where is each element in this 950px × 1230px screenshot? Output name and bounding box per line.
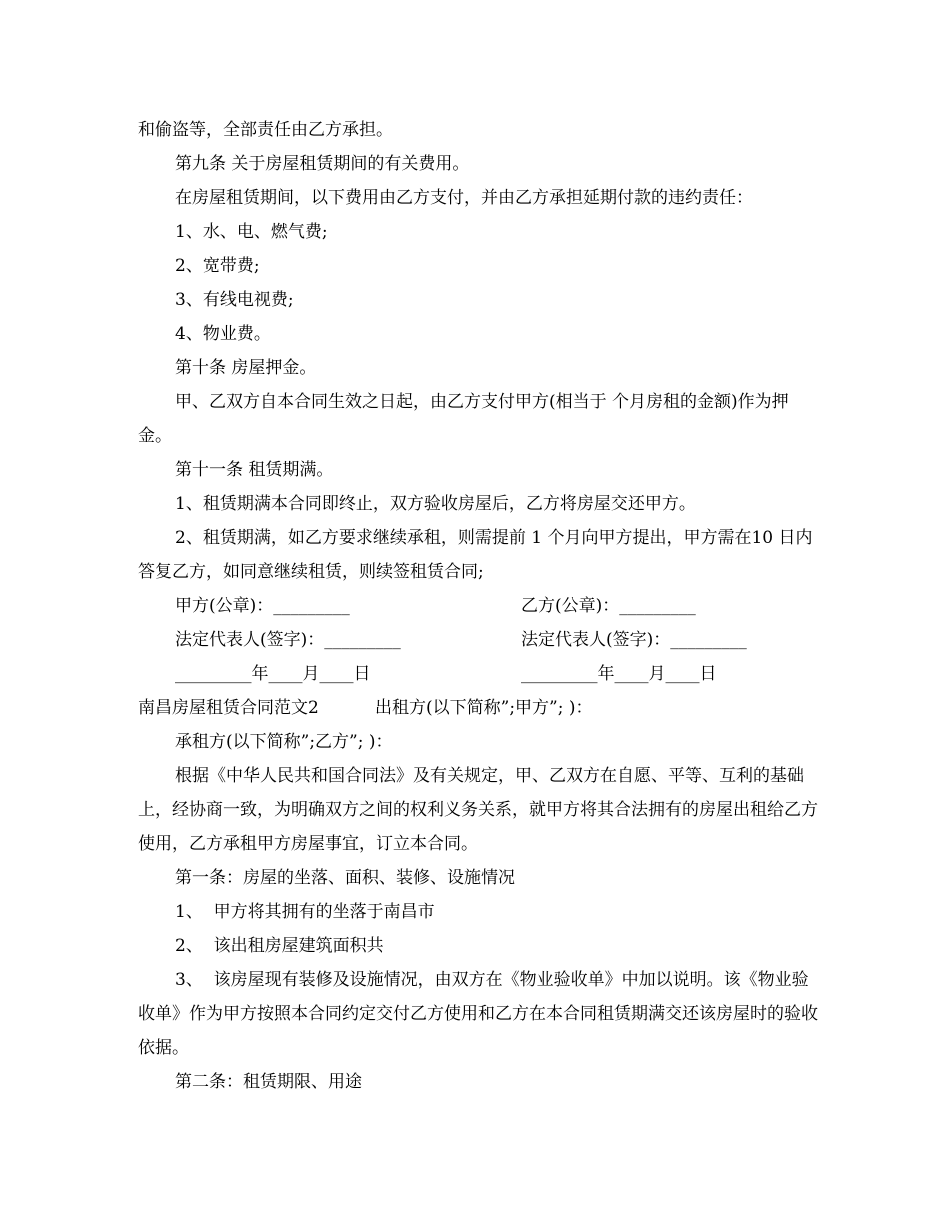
signature-row: [138, 623, 818, 657]
paragraph: 在房屋租赁期间，以下费用由乙方支付，并由乙方承担延期付款的违约责任：: [175, 188, 753, 208]
party-b-signature-field: 法定代表人(签字)：_________: [521, 630, 747, 650]
paragraph: 2、 该出租房屋建筑面积共: [175, 936, 384, 956]
lessor-line: 出租方(以下简称”;甲方”; )：: [375, 698, 593, 718]
paragraph: 和偷盗等，全部责任由乙方承担。: [138, 120, 393, 140]
paragraph: 第二条：租赁期限、用途: [175, 1072, 362, 1092]
paragraph: 承租方(以下简称”;乙方”; )：: [175, 732, 393, 752]
paragraph: 1、 甲方将其拥有的坐落于南昌市: [175, 902, 435, 922]
paragraph: 第九条 关于房屋租赁期间的有关费用。: [175, 154, 470, 174]
paragraph: 1、租赁期满本合同即终止，双方验收房屋后，乙方将房屋交还甲方。: [175, 494, 696, 514]
signature-row: [138, 657, 818, 691]
party-a-signature-field: 法定代表人(签字)：_________: [175, 630, 401, 650]
paragraph: 1、水、电、燃气费;: [175, 222, 328, 242]
paragraph: 第一条：房屋的坐落、面积、装修、设施情况: [175, 868, 515, 888]
paragraph: 2、租赁期满，如乙方要求继续承租，则需提前 1 个月向甲方提出，甲方需在10 日内答复乙方，如同意继续租赁，则续签租赁合同;: [138, 528, 813, 582]
section-after-title: [138, 725, 818, 1099]
party-a-signature-field: _________年____月____日: [175, 664, 371, 684]
party-b-signature-field: _________年____月____日: [521, 664, 717, 684]
paragraph: 根据《中华人民共和国合同法》及有关规定，甲、乙双方在自愿、平等、互利的基础上，经协商一致，为明确双方之间的权利义务关系，就甲方将其合法拥有的房屋出租给乙方使用，乙方承租甲方房屋事宜，订立本合同。: [138, 766, 818, 854]
paragraph: 2、宽带费;: [175, 256, 260, 276]
signature-block: [138, 589, 818, 691]
second-contract-title-row: [138, 691, 818, 725]
paragraph: 4、物业费。: [175, 324, 271, 344]
paragraph: 甲、乙双方自本合同生效之日起，由乙方支付甲方(相当于 个月房租的金额)作为押金。: [138, 392, 789, 446]
party-a-signature-field: 甲方(公章)：_________: [175, 596, 350, 616]
section-before-signatures: [138, 113, 818, 589]
party-b-signature-field: 乙方(公章)：_________: [521, 596, 696, 616]
contract-text: [138, 113, 818, 1099]
paragraph: 第十条 房屋押金。: [175, 358, 317, 378]
paragraph: 3、 该房屋现有装修及设施情况，由双方在《物业验收单》中加以说明。该《物业验收单》作为甲方按照本合同约定交付乙方使用和乙方在本合同租赁期满交还该房屋时的验收依据。: [138, 970, 818, 1058]
paragraph: 第十一条 租赁期满。: [175, 460, 334, 480]
second-contract-title: 南昌房屋租赁合同范文2: [138, 698, 319, 718]
paragraph: 3、有线电视费;: [175, 290, 294, 310]
signature-row: [138, 589, 818, 623]
